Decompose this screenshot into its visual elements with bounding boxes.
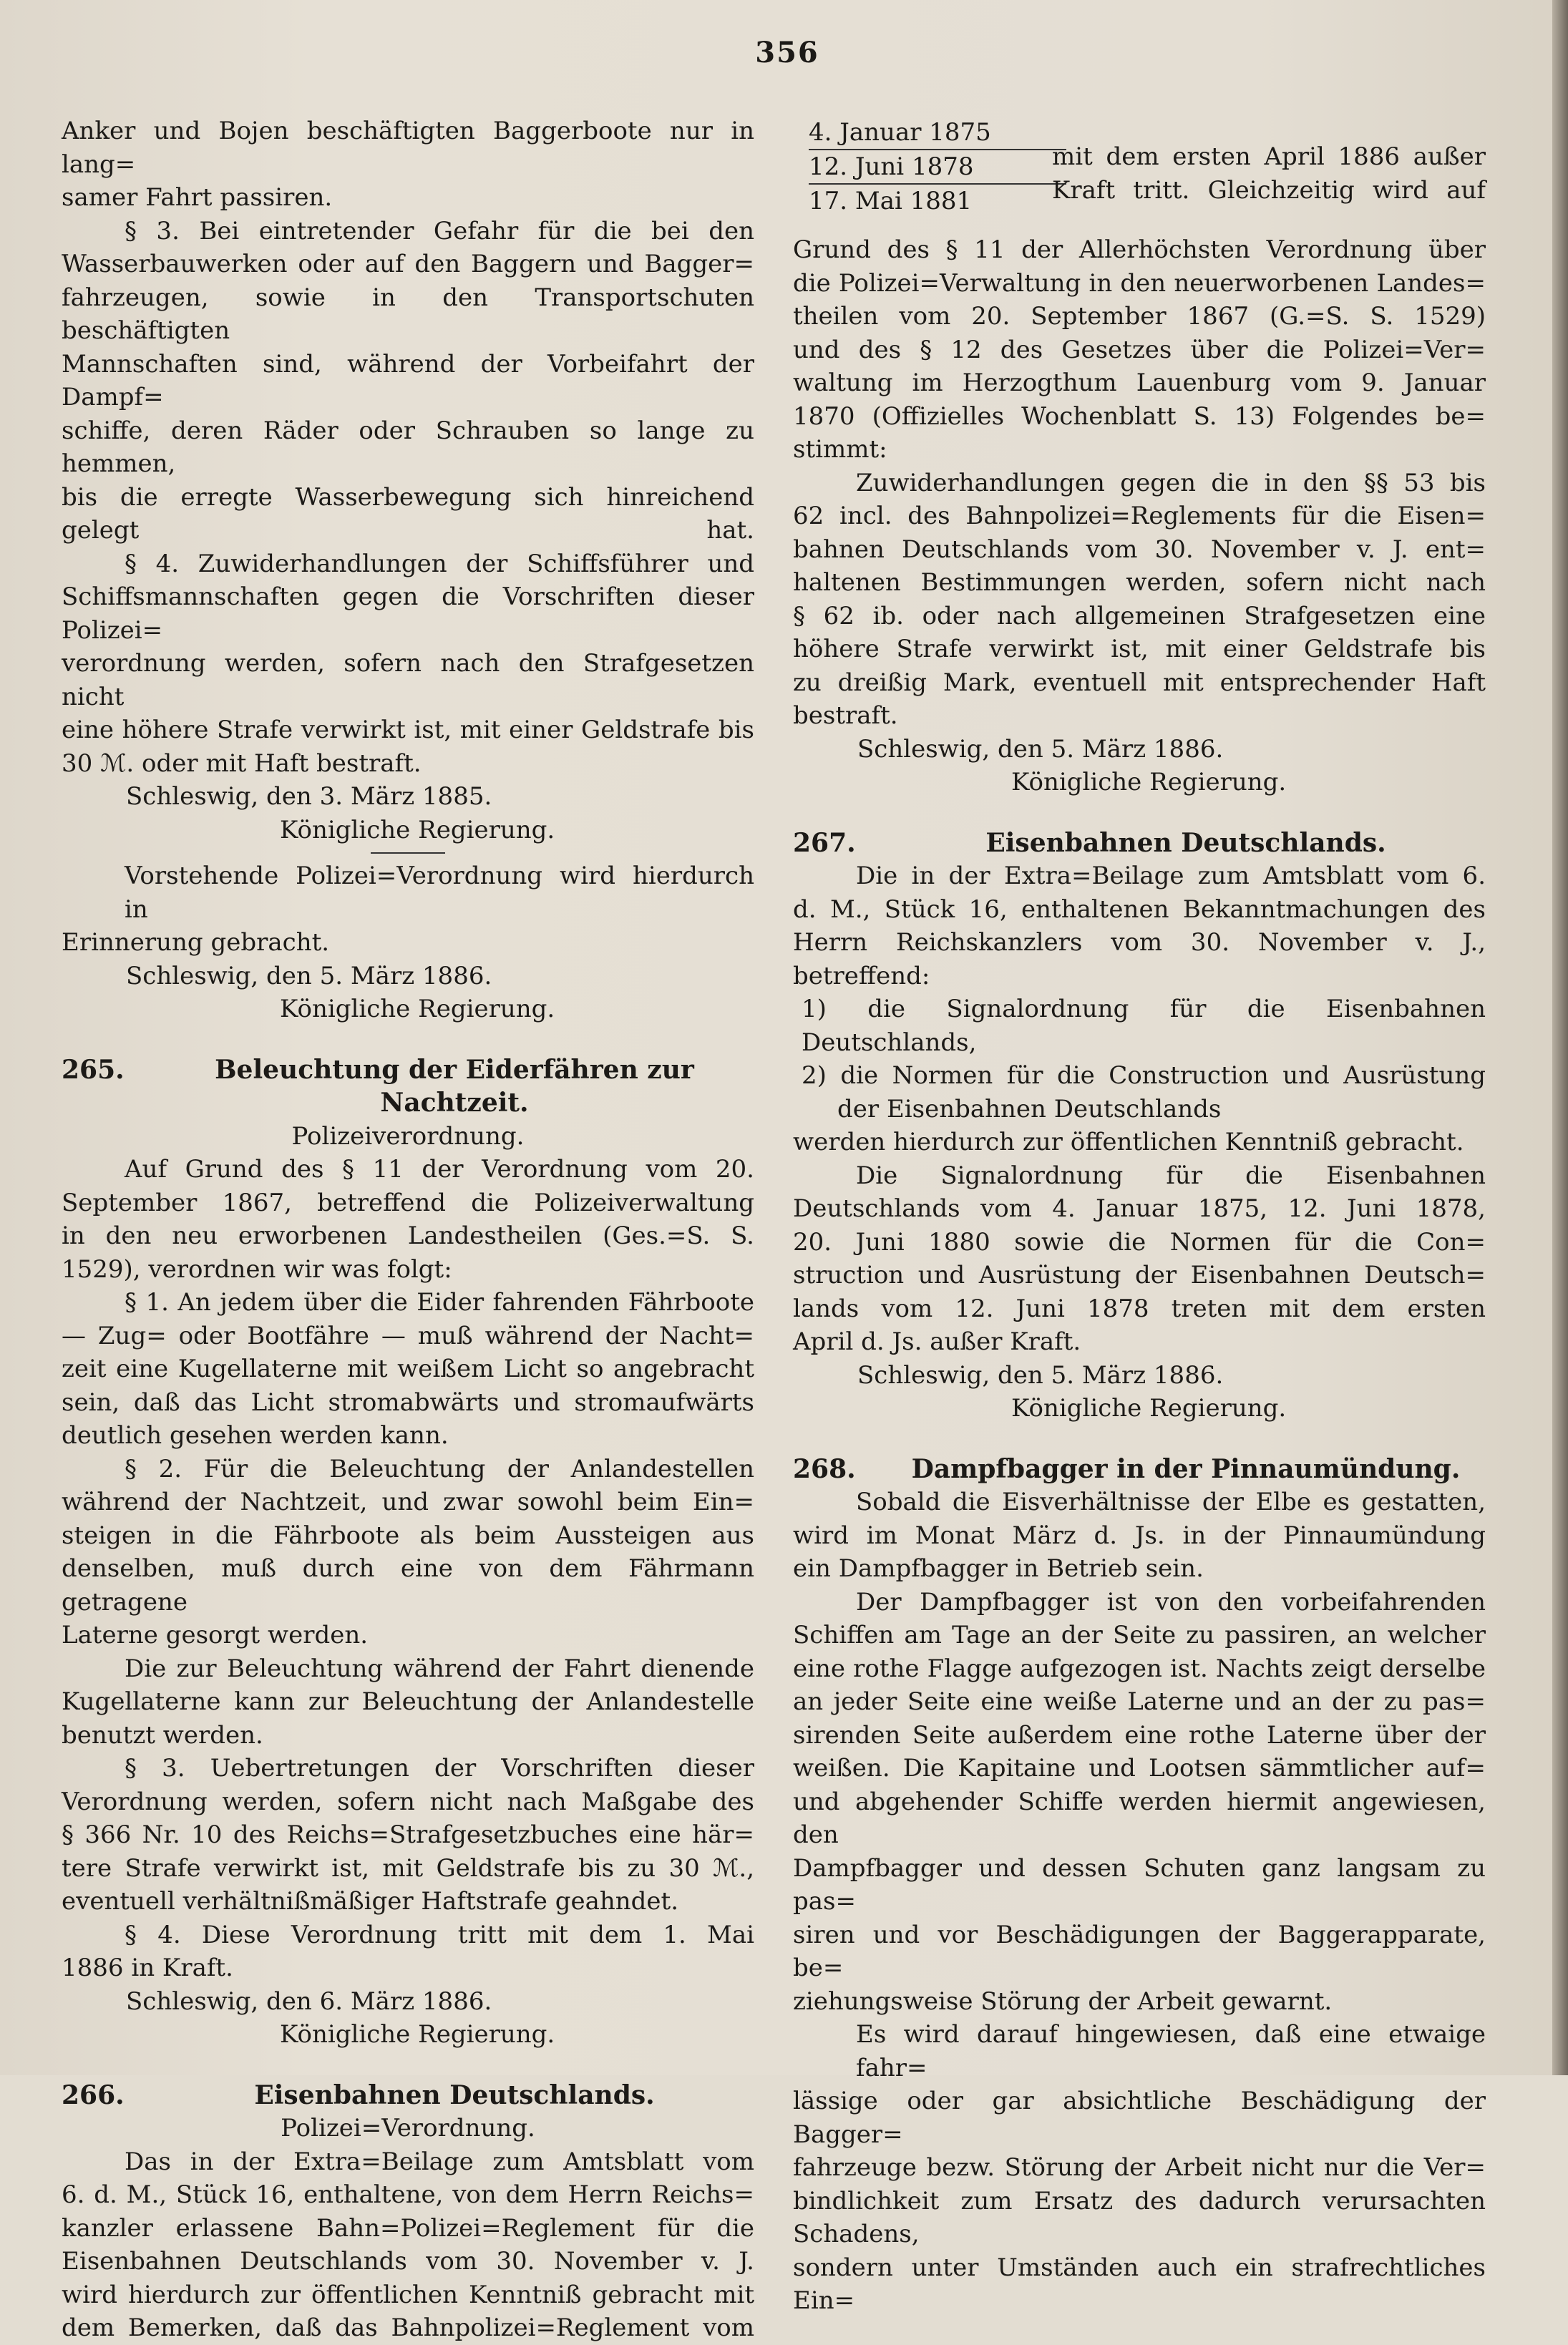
signature-date: Schleswig, den 5. März 1886.: [857, 1360, 1224, 1390]
text-line: verordnung werden, sofern nach den Strafgesetzen nicht: [62, 649, 754, 711]
text-line: Vorstehende Polizei=Verordnung wird hierdurch in: [125, 862, 754, 924]
signature-date: Schleswig, den 6. März 1886.: [126, 1986, 492, 2016]
text-line: bis die erregte Wasserbewegung sich hinreichend gelegt hat.: [62, 482, 754, 545]
text-line: während der Nachtzeit, und zwar sowohl beim Ein=: [62, 1488, 754, 1516]
text-line: dem Bemerken, daß das Bahnpolizei=Reglement vom: [62, 2314, 754, 2342]
fraction-line: 4. Januar 1875: [809, 116, 1066, 150]
list-item-continuation: der Eisenbahnen Deutschlands: [837, 1094, 1222, 1123]
text-line: Kraft tritt. Gleichzeitig wird auf: [1052, 175, 1486, 205]
section-subtitle: Polizei=Verordnung.: [281, 2114, 535, 2142]
section-heading: [793, 1453, 1486, 1486]
spacer: [793, 1425, 1486, 1453]
text-line: werden hierdurch zur öffentlichen Kenntniß gebracht.: [793, 1128, 1464, 1156]
text-line: sein, daß das Licht stromabwärts und stromaufwärts: [62, 1388, 754, 1417]
section-266: [62, 2079, 754, 2345]
paragraph-4: [62, 547, 754, 781]
section-title: Beleuchtung der Eiderfähren zur Nachtzeit.: [215, 1054, 694, 1118]
section-number: 265.: [62, 1054, 125, 1085]
section-267: [793, 827, 1486, 1425]
list-item: 1) die Signalordnung für die Eisenbahnen Deutschlands,: [802, 995, 1486, 1057]
intro-continuation: [62, 114, 754, 215]
text-line: April d. Js. außer Kraft.: [793, 1327, 1081, 1356]
text-line: Deutschlands vom 4. Januar 1875, 12. Juni 1878,: [793, 1194, 1486, 1223]
text-line: Anker und Bojen beschäftigten Baggerboote nur in lang=: [62, 117, 754, 179]
section-title: Eisenbahnen Deutschlands.: [254, 2080, 655, 2110]
text-line: samer Fahrt passiren.: [62, 183, 333, 212]
page-number: 356: [755, 36, 819, 69]
text-line: § 366 Nr. 10 des Reichs=Strafgesetzbuches eine här=: [62, 1820, 754, 1849]
text-line: waltung im Herzogthum Lauenburg vom 9. Januar: [793, 369, 1486, 397]
text-line: Es wird darauf hingewiesen, daß eine etwaige fahr=: [856, 2020, 1486, 2082]
text-line: fahrzeuge bezw. Störung der Arbeit nicht nur die Ver=: [793, 2153, 1486, 2182]
signature-authority: Königliche Regierung.: [1011, 1394, 1287, 1423]
text-line: siren und vor Beschädigungen der Baggerapparate, be=: [793, 1920, 1486, 1982]
section-heading: [62, 2079, 754, 2112]
signature-authority: Königliche Regierung.: [280, 815, 555, 844]
signature-authority: Königliche Regierung.: [280, 2020, 555, 2049]
text-line: eventuell verhältnißmäßiger Haftstrafe geahndet.: [62, 1887, 679, 1916]
text-line: Erinnerung gebracht.: [62, 928, 330, 957]
text-line: sirenden Seite außerdem eine rothe Laterne über der: [793, 1720, 1486, 1750]
text-line: zeit eine Kugellaterne mit weißem Licht so angebracht: [62, 1355, 754, 1383]
text-line: d. M., Stück 16, enthaltenen Bekanntmachungen des: [793, 894, 1486, 924]
text-line: fahrzeugen, sowie in den Transportschuten beschäftigten: [62, 283, 754, 345]
signature-date: Schleswig, den 5. März 1886.: [857, 734, 1224, 764]
text-line: 1870 (Offizielles Wochenblatt S. 13) Folgendes be=: [793, 401, 1486, 431]
signature-date: Schleswig, den 3. März 1885.: [126, 782, 492, 811]
text-line: lands vom 12. Juni 1878 treten mit dem ersten: [793, 1294, 1486, 1323]
page-edge: [1552, 0, 1568, 2075]
text-line: § 1. An jedem über die Eider fahrenden Fährboote: [125, 1288, 754, 1317]
text-line: ein Dampfbagger in Betrieb sein.: [793, 1554, 1204, 1583]
right-column: [793, 116, 1486, 2318]
text-line: mit dem ersten April 1886 außer: [1052, 142, 1486, 171]
text-line: Schiffen am Tage an der Seite zu passiren, an welcher: [793, 1621, 1486, 1649]
section-265: [62, 1053, 754, 2052]
text-line: Mannschaften sind, während der Vorbeifahrt der Dampf=: [62, 349, 754, 411]
text-line: 6. d. M., Stück 16, enthaltene, von dem Herrn Reichs=: [62, 2180, 754, 2209]
separator-rule: [371, 852, 445, 854]
text-line: Wasserbauwerken oder auf den Baggern und Bagger=: [62, 250, 754, 278]
fraction-line: 17. Mai 1881: [809, 187, 973, 215]
text-line: weißen. Die Kapitaine und Lootsen sämmtlicher auf=: [793, 1754, 1486, 1783]
text-line: Das in der Extra=Beilage zum Amtsblatt vom: [125, 2147, 754, 2176]
text-line: wird hierdurch zur öffentlichen Kenntniß gebracht mit: [62, 2280, 754, 2309]
text-line: Eisenbahnen Deutschlands vom 30. November v. J.: [62, 2247, 754, 2276]
text-line: — Zug= oder Bootfähre — muß während der Nacht=: [62, 1321, 754, 1350]
text-line: Verordnung werden, sofern nicht nach Maßgabe des: [62, 1787, 754, 1816]
text-line: Schiffsmannschaften gegen die Vorschriften dieser Polizei=: [62, 582, 754, 645]
text-line: Dampfbagger und dessen Schuten ganz langsam zu pas=: [793, 1853, 1486, 1916]
text-line: ziehungsweise Störung der Arbeit gewarnt.: [793, 1986, 1333, 2016]
text-line: 30 ℳ. oder mit Haft bestraft.: [62, 749, 422, 778]
text-line: denselben, muß durch eine von dem Fährmann getragene: [62, 1554, 754, 1617]
text-line: eine rothe Flagge aufgezogen ist. Nachts zeigt derselbe: [793, 1654, 1486, 1683]
text-line: benutzt werden.: [62, 1720, 263, 1750]
text-line: und des § 12 des Gesetzes über die Polizei=Ver=: [793, 335, 1486, 364]
spacer: [62, 2052, 754, 2079]
text-line: die Polizei=Verwaltung in den neuerworbenen Landes=: [793, 268, 1486, 298]
section-heading: [62, 1053, 754, 1120]
text-line: haltenen Bestimmungen werden, sofern nicht nach: [793, 568, 1486, 597]
fraction-line: 12. Juni 1878: [809, 150, 1066, 185]
paragraph-3: [62, 215, 754, 547]
text-line: Sobald die Eisverhältnisse der Elbe es gestatten,: [856, 1488, 1486, 1516]
text-line: 1529), verordnen wir was folgt:: [62, 1254, 452, 1284]
text-line: Auf Grund des § 11 der Verordnung vom 20.: [125, 1155, 754, 1184]
text-line: 20. Juni 1880 sowie die Normen für die Con=: [793, 1227, 1486, 1257]
text-line: schiffe, deren Räder oder Schrauben so lange zu hemmen,: [62, 416, 754, 478]
text-line: Laterne gesorgt werden.: [62, 1621, 369, 1649]
text-line: kanzler erlassene Bahn=Polizei=Reglement für die: [62, 2213, 754, 2243]
section-number: 268.: [793, 1453, 856, 1484]
text-line: Zuwiderhandlungen gegen die in den §§ 53 bis: [856, 468, 1486, 497]
text-line: bahnen Deutschlands vom 30. November v. J. ent=: [793, 535, 1486, 564]
date-fraction-block: [793, 116, 1486, 233]
text-line: zu dreißig Mark, eventuell mit entsprechender Haft: [793, 668, 1486, 697]
text-line: und abgehender Schiffe werden hiermit angewiesen, den: [793, 1787, 1486, 1849]
text-line: an jeder Seite eine weiße Laterne und an der zu pas=: [793, 1687, 1486, 1716]
text-line: § 62 ib. oder nach allgemeinen Strafgesetzen eine: [793, 601, 1486, 630]
text-line: September 1867, betreffend die Polizeiverwaltung: [62, 1188, 754, 1217]
text-line: Die in der Extra=Beilage zum Amtsblatt vom 6.: [856, 862, 1486, 890]
text-line: Die Signalordnung für die Eisenbahnen: [856, 1161, 1486, 1190]
text-line: bindlichkeit zum Ersatz des dadurch verursachten Schadens,: [793, 2186, 1486, 2248]
text-line: in den neu erworbenen Landestheilen (Ges.=S. S.: [62, 1222, 754, 1250]
signature-authority: Königliche Regierung.: [1011, 768, 1287, 796]
text-line: 62 incl. des Bahnpolizei=Reglements für die Eisen=: [793, 502, 1486, 530]
text-line: wird im Monat März d. Js. in der Pinnaumündung: [793, 1521, 1486, 1550]
spacer: [62, 1026, 754, 1053]
text-line: § 3. Bei eintretender Gefahr für die bei den: [125, 216, 754, 245]
text-line: steigen in die Fährboote als beim Aussteigen aus: [62, 1521, 754, 1550]
text-line: deutlich gesehen werden kann.: [62, 1421, 449, 1450]
fraction-side-text: [793, 140, 1486, 207]
text-line: betreffend:: [793, 961, 930, 990]
section-title: Dampfbagger in der Pinnaumündung.: [911, 1453, 1461, 1484]
text-line: Kugellaterne kann zur Beleuchtung der Anlandestelle: [62, 1687, 754, 1716]
text-line: sondern unter Umständen auch ein strafrechtliches Ein=: [793, 2253, 1486, 2315]
text-line: 1886 in Kraft.: [62, 1954, 233, 1982]
text-line: lässige oder gar absichtliche Beschädigung der Bagger=: [793, 2087, 1486, 2149]
text-line: § 4. Diese Verordnung tritt mit dem 1. Mai: [125, 1920, 754, 1949]
spacer: [793, 799, 1486, 827]
text-line: tere Strafe verwirkt ist, mit Geldstrafe bis zu 30 ℳ.,: [62, 1853, 754, 1883]
text-line: höhere Strafe verwirkt ist, mit einer Geldstrafe bis: [793, 635, 1486, 663]
text-line: eine höhere Strafe verwirkt ist, mit einer Geldstrafe bis: [62, 716, 754, 744]
left-column: [62, 114, 754, 2345]
text-line: Herrn Reichskanzlers vom 30. November v. J.,: [793, 928, 1486, 957]
section-heading: [793, 827, 1486, 860]
text-line: Die zur Beleuchtung während der Fahrt dienende: [125, 1654, 754, 1683]
text-line: § 3. Uebertretungen der Vorschriften dieser: [125, 1754, 754, 1783]
section-title: Eisenbahnen Deutschlands.: [985, 827, 1386, 858]
section-268: [793, 1453, 1486, 2318]
text-line: stimmt:: [793, 435, 887, 464]
text-line: bestraft.: [793, 701, 898, 730]
section-number: 267.: [793, 827, 856, 858]
section-number: 266.: [62, 2080, 125, 2110]
text-line: theilen vom 20. September 1867 (G.=S. S. 1529): [793, 302, 1486, 331]
text-line: Der Dampfbagger ist von den vorbeifahrenden: [856, 1587, 1486, 1617]
signature-authority: Königliche Regierung.: [280, 995, 555, 1023]
text-line: struction und Ausrüstung der Eisenbahnen Deutsch=: [793, 1261, 1486, 1289]
section-subtitle: Polizeiverordnung.: [291, 1121, 525, 1151]
text-line: Grund des § 11 der Allerhöchsten Verordnung über: [793, 235, 1486, 264]
signature-date: Schleswig, den 5. März 1886.: [126, 961, 492, 990]
text-line: § 4. Zuwiderhandlungen der Schiffsführer und: [125, 549, 754, 578]
text-line: § 2. Für die Beleuchtung der Anlandestellen: [125, 1454, 754, 1483]
list-item: 2) die Normen für die Construction und Ausrüstung: [802, 1061, 1486, 1090]
